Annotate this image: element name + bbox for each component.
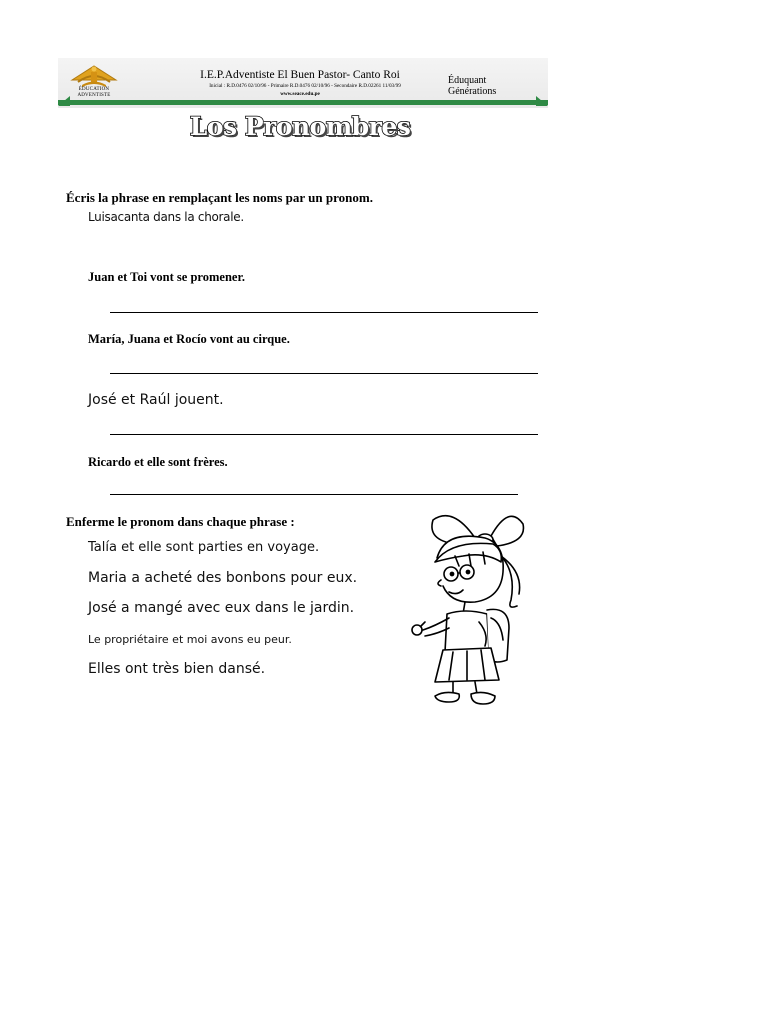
item-text: Ricardo et elle sont frères. <box>88 455 228 469</box>
motto-line-1: Éduquant <box>448 75 487 86</box>
item-text: José a mangé avec eux dans le jardin. <box>88 600 355 616</box>
answer-line[interactable] <box>110 312 538 313</box>
school-name: I.E.P.Adventiste El Buen Pastor- Canto Roi <box>200 69 400 81</box>
section2-item <box>88 536 319 555</box>
school-motto <box>448 76 538 97</box>
answer-line[interactable] <box>110 373 538 374</box>
item-text: María, Juana et Rocío vont au cirque. <box>88 332 290 346</box>
section1-item <box>88 389 224 408</box>
section2-instruction-row <box>66 511 295 530</box>
section1-item <box>88 206 244 225</box>
school-website: www.seace.edu.pe <box>280 91 320 97</box>
logo-caption: ÉDUCATION ADVENTISTE <box>77 87 111 98</box>
header-stripe <box>58 100 548 105</box>
school-registration: Inicial : R.D.0476 02/10/96 - Primaire R.D.0476 02/10/96 - Secondaire R.D.02261 11/03/99 <box>209 83 401 89</box>
item-text: Talía et elle sont parties en voyage. <box>88 540 320 555</box>
item-text: Le propriétaire et moi avons eu peur. <box>88 633 292 646</box>
item-text: Elles ont très bien dansé. <box>88 661 266 677</box>
page-title: Los Pronombres <box>189 112 411 141</box>
section1-item <box>88 328 290 347</box>
item-text: Maria a acheté des bonbons pour eux. <box>88 570 358 586</box>
section1-item <box>88 266 245 285</box>
answer-line[interactable] <box>110 494 518 495</box>
answer-line[interactable] <box>110 434 538 435</box>
section1-instruction-row <box>66 187 373 206</box>
item-text: Luisacanta dans la chorale. <box>88 210 244 224</box>
item-text: José et Raúl jouent. <box>88 392 224 408</box>
section2-item <box>88 597 354 616</box>
section2-instruction: Enferme le pronom dans chaque phrase : <box>66 514 295 529</box>
item-text: Juan et Toi vont se promener. <box>88 270 245 284</box>
section1-item <box>88 451 228 470</box>
motto-line-2: Générations <box>448 85 497 97</box>
header-wedge-right <box>536 96 548 106</box>
section2-item <box>88 658 265 677</box>
section2-item <box>88 628 292 647</box>
girl-illustration <box>405 510 530 708</box>
section2-item <box>88 567 357 586</box>
section1-instruction: Écris la phrase en remplaçant les noms par un pronom. <box>66 190 373 205</box>
